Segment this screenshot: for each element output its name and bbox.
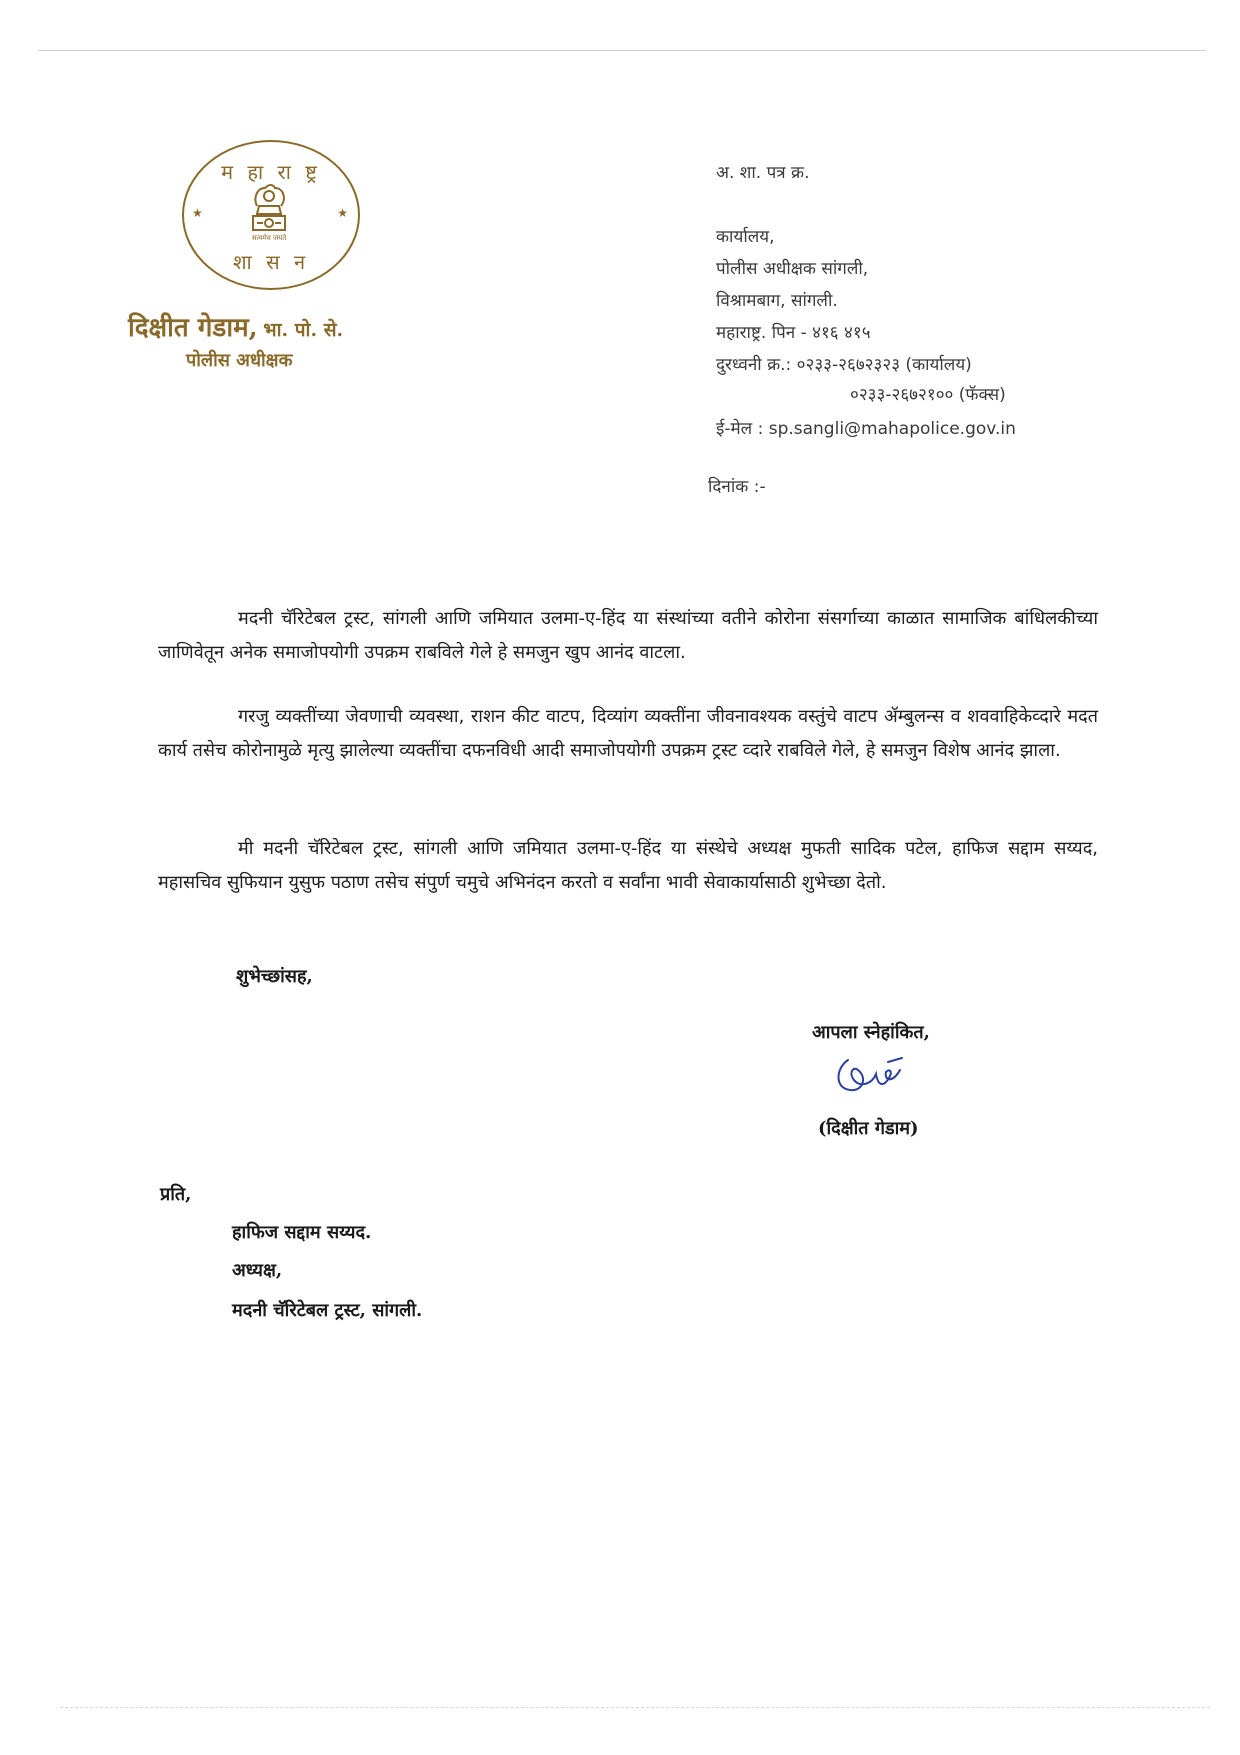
bottom-border-line: [60, 1707, 1210, 1708]
email-line: ई-मेल : sp.sangli@mahapolice.gov.in: [716, 419, 1016, 439]
top-border-line: [38, 50, 1206, 51]
handwritten-signature: [828, 1050, 918, 1100]
seal-bottom-text: शा स न: [232, 250, 310, 274]
body-paragraph-3: [158, 832, 1098, 900]
phone-office: दुरध्वनी क्र.: ०२३३-२६७२३२३ (कार्यालय): [716, 355, 972, 375]
signatory-name: (दिक्षीत गेडाम): [818, 1118, 919, 1139]
paragraph-3-text: मी मदनी चॅरिटेबल ट्रस्ट, सांगली आणि जमियात उलमा-ए-हिंद या संस्थेचे अध्यक्ष मुफती सादिक पटेल, हाफिज सद्दाम सय्यद, महासचिव सुफियान युसुफ पठाण तसेच संपुर्ण चमुचे अभिनंदन करतो व सर्वांना भावी सेवाकार्यासाठी शुभेच्छा देतो.: [158, 838, 1098, 893]
star-icon: ★: [337, 206, 348, 220]
office-area: विश्रामबाग, सांगली.: [716, 291, 838, 311]
paragraph-2-text: गरजु व्यक्तींच्या जेवणाची व्यवस्था, राशन कीट वाटप, दिव्यांग व्यक्तींना जीवनावश्यक वस्तुंचे वाटप ॲम्बुलन्स व शववाहिकेव्दारे मदत कार्य तसेच कोरोनामुळे मृत्यु झालेल्या व्यक्तींचा दफनविधी आदी समाजोपयोगी उपक्रम ट्रस्ट व्दारे राबविले गेले, हे समजुन विशेष आनंद झाला.: [158, 706, 1098, 761]
seal-top-text: म हा रा ष्ट्र: [221, 160, 321, 184]
svg-text:सत्यमेव जयते: सत्यमेव जयते: [251, 234, 287, 242]
recipient-title: अध्यक्ष,: [232, 1260, 283, 1281]
closing-phrase: आपला स्नेहांकित,: [812, 1022, 930, 1043]
recipient-organization: मदनी चॅरिटेबल ट्रस्ट, सांगली.: [232, 1300, 423, 1321]
body-paragraph-1: [158, 602, 1098, 670]
office-name: पोलीस अधीक्षक सांगली,: [716, 259, 869, 279]
ashoka-emblem-icon: [239, 180, 299, 244]
star-icon: ★: [192, 206, 203, 220]
recipient-to: प्रति,: [160, 1184, 192, 1205]
recipient-name: हाफिज सद्दाम सय्यद.: [232, 1222, 372, 1243]
phone-fax: ०२३३-२६७२१०० (फॅक्स): [850, 385, 1006, 405]
date-label: दिनांक :-: [708, 477, 766, 497]
officer-name: दिक्षीत गेडाम,: [128, 313, 258, 343]
maharashtra-shasan-seal: [182, 140, 360, 290]
body-paragraph-2: [158, 700, 1098, 768]
state-pin: महाराष्ट्र. पिन - ४१६ ४१५: [716, 323, 871, 343]
officer-designation: पोलीस अधीक्षक: [186, 350, 293, 371]
office-label: कार्यालय,: [716, 227, 775, 247]
officer-name-line: [128, 308, 343, 344]
reference-number: अ. शा. पत्र क्र.: [716, 163, 810, 183]
greeting: शुभेच्छांसह,: [236, 966, 313, 987]
paragraph-1-text: मदनी चॅरिटेबल ट्रस्ट, सांगली आणि जमियात उलमा-ए-हिंद या संस्थांच्या वतीने कोरोना संसर्गाच्या काळात सामाजिक बांधिलकीच्या जाणिवेतून अनेक समाजोपयोगी उपक्रम राबविले गेले हे समजुन खुप आनंद वाटला.: [158, 608, 1098, 663]
officer-service: भा. पो. से.: [263, 319, 344, 341]
